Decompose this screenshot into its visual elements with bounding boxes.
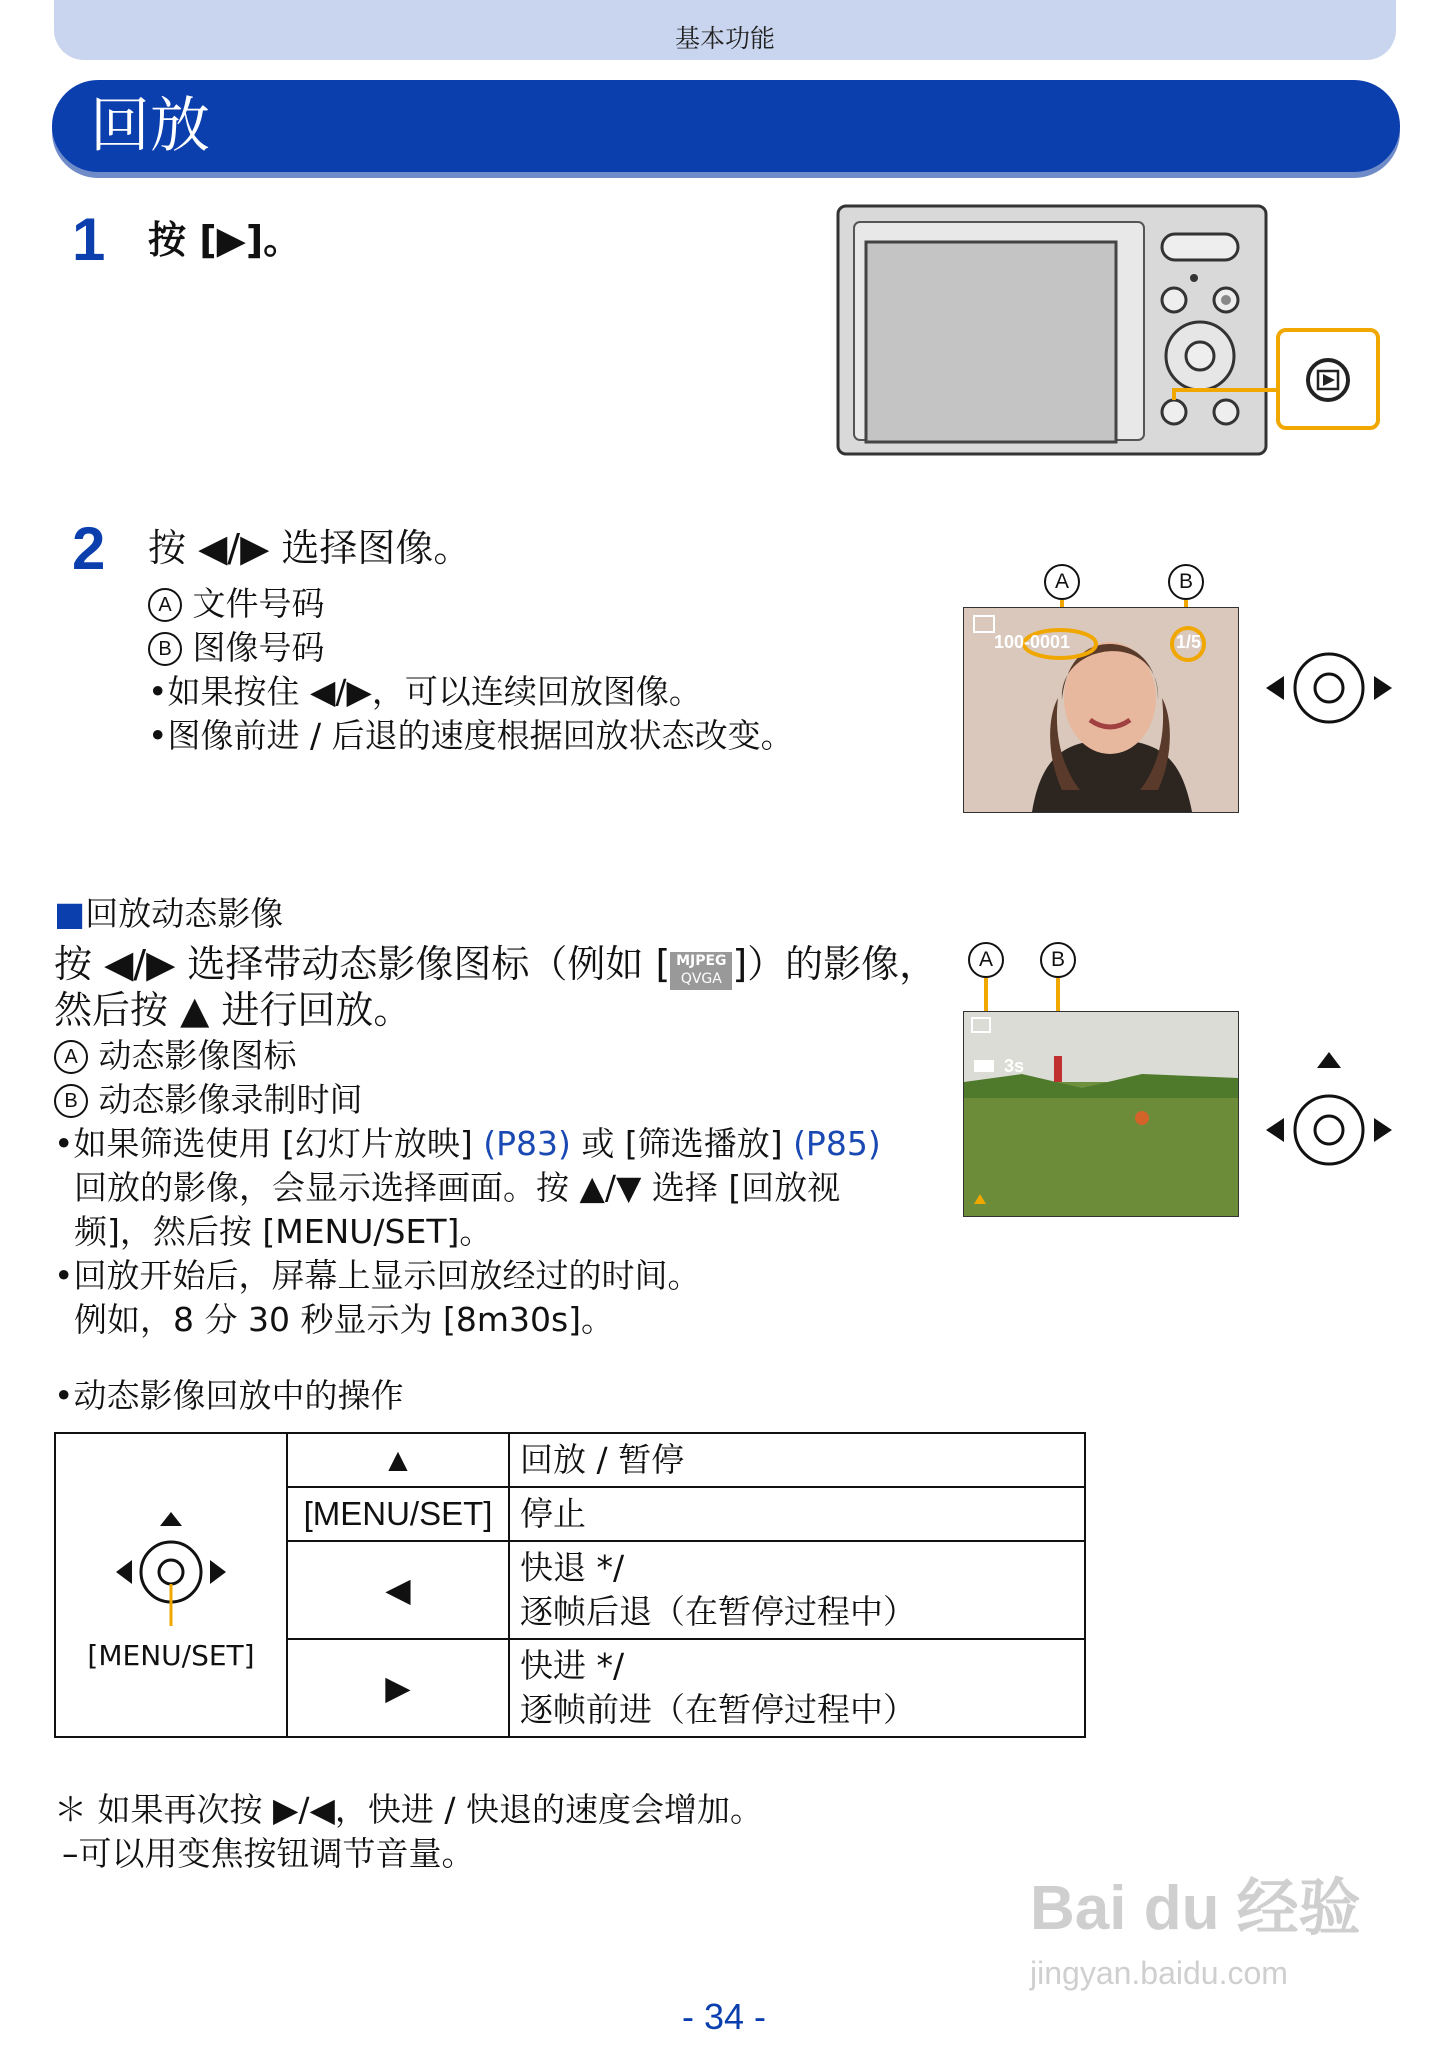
step-1-number: 1 <box>72 206 106 273</box>
page-number: - 34 - <box>681 1996 767 2037</box>
ops-key-1: [MENU/SET] <box>287 1487 509 1541</box>
left-right-dial-icon <box>1264 648 1394 728</box>
motion-heading: ■回放动态影像 <box>54 894 284 933</box>
step-2-bullet-2: •图像前进 / 后退的速度根据回放状态改变。 <box>148 716 794 755</box>
link-p83[interactable]: (P83) <box>483 1124 571 1163</box>
watermark-logo: Bai du 经验 <box>1030 1874 1361 1943</box>
label-a-icon: A <box>148 588 182 622</box>
step-2-number: 2 <box>72 515 106 582</box>
ops-table <box>54 1432 1086 1738</box>
screen-file-number: 100-0001 <box>994 632 1071 652</box>
motion-item-b: B 动态影像录制时间 <box>54 1078 363 1122</box>
ops-key-3: ▶ <box>287 1639 509 1737</box>
motion-bullet-1-line-2: 回放的影像，会显示选择画面。按 ▲/▼ 选择 [回放视 <box>74 1168 841 1207</box>
ops-desc-3: 快进 */ 逐帧前进（在暂停过程中） <box>509 1639 1085 1737</box>
motion-screen-time: 3s <box>1004 1056 1025 1076</box>
menu-set-dial-icon <box>106 1498 236 1628</box>
motion-line-2: 然后按 ▲ 进行回放。 <box>54 988 412 1032</box>
screen-label-b: B <box>1168 564 1204 600</box>
four-way-dial-icon <box>1264 1050 1394 1170</box>
motion-bullet-1: •如果筛选使用 [幻灯片放映] (P83) 或 [筛选播放] (P85) <box>54 1124 881 1163</box>
motion-playback-screen <box>962 978 1242 1218</box>
step-2-item-a: A 文件号码 <box>148 582 325 626</box>
link-p85[interactable]: (P85) <box>793 1124 881 1163</box>
section-header: 基本功能 <box>54 0 1396 60</box>
table-row <box>55 1433 1085 1487</box>
ops-desc-1: 停止 <box>509 1487 1085 1541</box>
mjpeg-qvga-icon: MJPEG QVGA <box>670 952 732 990</box>
motion-bullet-1-line-3: 频]，然后按 [MENU/SET]。 <box>74 1212 493 1251</box>
screen-image-number: 1/5 <box>1176 632 1202 652</box>
camera-back-illustration <box>836 204 1384 458</box>
watermark-url: jingyan.baidu.com <box>1030 1955 1288 1991</box>
motion-bullet-2: •回放开始后，屏幕上显示回放经过的时间。 <box>54 1256 701 1295</box>
motion-item-a: A 动态影像图标 <box>54 1034 297 1078</box>
ops-key-0: ▲ <box>287 1433 509 1487</box>
label-b-icon: B <box>148 632 182 666</box>
ops-desc-0: 回放 / 暂停 <box>509 1433 1085 1487</box>
motion-screen-label-b: B <box>1040 942 1076 978</box>
ops-dial-label: [MENU/SET] <box>87 1638 255 1672</box>
motion-screen-label-a: A <box>968 942 1004 978</box>
motion-line-1: 按 ◀/▶ 选择带动态影像图标（例如 [ MJPEG QVGA ]）的影像， <box>54 940 937 990</box>
title-bar <box>52 80 1400 172</box>
ops-desc-2: 快退 */ 逐帧后退（在暂停过程中） <box>509 1541 1085 1639</box>
step-2-bullet-1: •如果按住 ◀/▶，可以连续回放图像。 <box>148 672 702 711</box>
step-2-text: 按 ◀/▶ 选择图像。 <box>148 526 472 570</box>
note-2: –可以用变焦按钮调节音量。 <box>62 1834 475 1873</box>
ops-heading: •动态影像回放中的操作 <box>54 1376 404 1415</box>
step-2-item-b: B 图像号码 <box>148 626 325 670</box>
motion-bullet-2-line-2: 例如，8 分 30 秒显示为 [8m30s]。 <box>74 1300 615 1339</box>
note-1: ＊ 如果再次按 ▶/◀，快进 / 快退的速度会增加。 <box>54 1790 763 1829</box>
screen-label-a: A <box>1044 564 1080 600</box>
page-title: 回放 <box>90 91 210 161</box>
step-1-text: 按 [▶]。 <box>148 218 302 262</box>
ops-key-2: ◀ <box>287 1541 509 1639</box>
ops-dial-cell <box>55 1433 287 1737</box>
